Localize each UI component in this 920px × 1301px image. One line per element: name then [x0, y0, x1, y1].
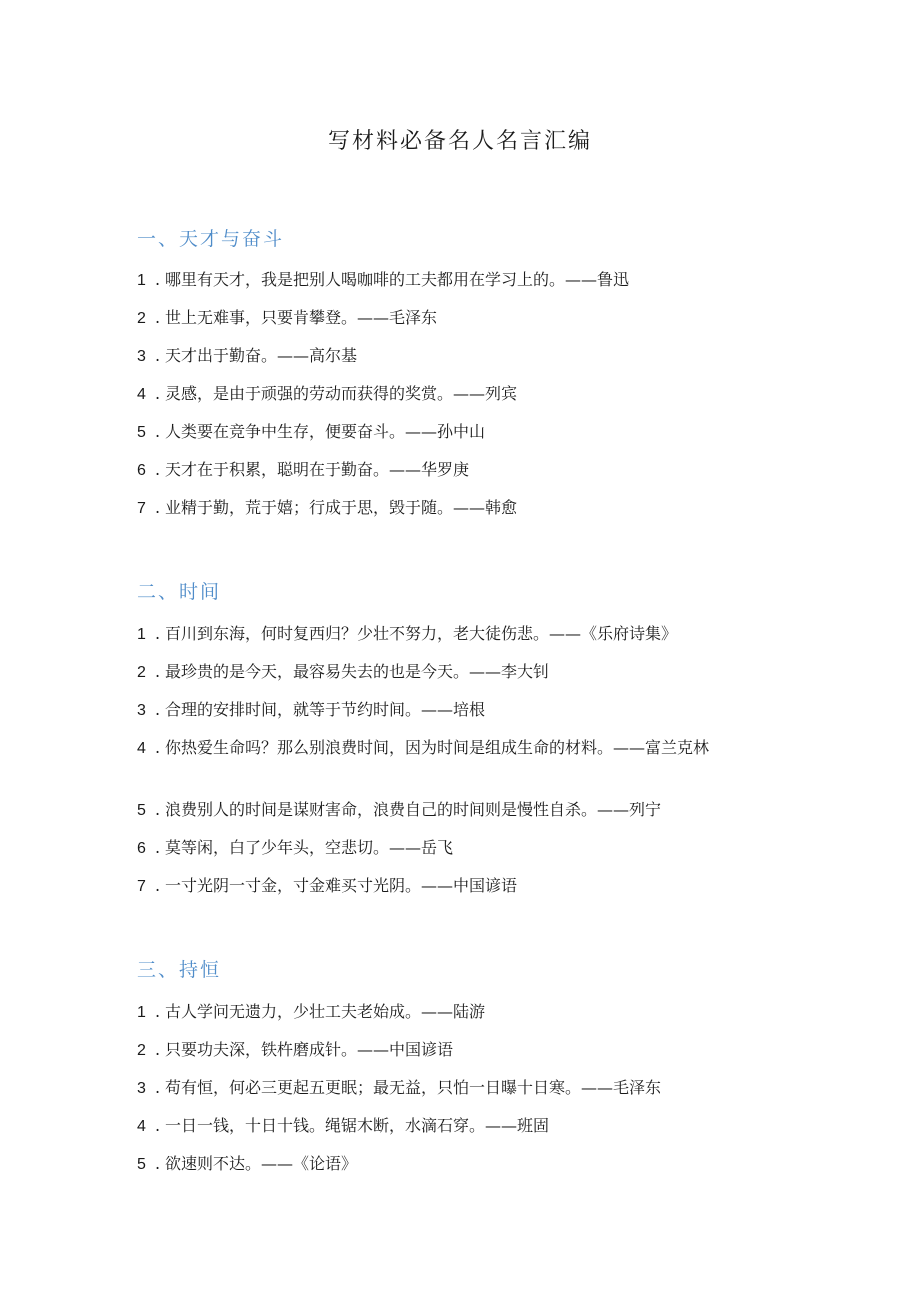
quote-number: 6 [137, 840, 146, 857]
quote-item: 2 . 世上无难事，只要肯攀登。——毛泽东 [137, 306, 787, 331]
quote-number: 6 [137, 462, 146, 479]
quote-item: 3 . 天才出于勤奋。——高尔基 [137, 344, 787, 369]
quote-item: 5 . 人类要在竞争中生存，便要奋斗。——孙中山 [137, 420, 787, 445]
quote-number: 4 [137, 386, 146, 403]
quote-item: 5 . 欲速则不达。——《论语》 [137, 1152, 787, 1177]
quote-number: 7 [137, 500, 146, 517]
quote-item: 6 . 天才在于积累，聪明在于勤奋。——华罗庚 [137, 458, 787, 483]
quote-item: 7 . 业精于勤，荒于嬉；行成于思，毁于随。——韩愈 [137, 496, 787, 521]
quote-item: 4 . 灵感，是由于顽强的劳动而获得的奖赏。——列宾 [137, 382, 787, 407]
quote-text: 苟有恒，何必三更起五更眠；最无益，只怕一日曝十日寒。——毛泽东 [165, 1078, 662, 1097]
quote-number: 2 [137, 1042, 146, 1059]
quote-number: 5 [137, 1156, 146, 1173]
quote-text: 业精于勤，荒于嬉；行成于思，毁于随。——韩愈 [165, 498, 518, 517]
quote-text: 古人学问无遗力，少壮工夫老始成。——陆游 [165, 1002, 486, 1021]
quote-number: 3 [137, 348, 146, 365]
quote-number: 5 [137, 802, 146, 819]
section-heading: 三、持恒 [137, 959, 222, 981]
quote-number: 7 [137, 878, 146, 895]
quote-text: 只要功夫深，铁杵磨成针。——中国谚语 [165, 1040, 454, 1059]
quote-text: 人类要在竞争中生存，便要奋斗。——孙中山 [165, 422, 486, 441]
quote-text: 世上无难事，只要肯攀登。——毛泽东 [165, 308, 438, 327]
section-heading: 二、时间 [137, 581, 222, 603]
quote-number: 5 [137, 424, 146, 441]
quote-item: 1 . 古人学问无遗力，少壮工夫老始成。——陆游 [137, 1000, 787, 1025]
page-title: 写材料必备名人名言汇编 [327, 129, 592, 154]
quote-number: 1 [137, 626, 146, 643]
quote-text: 百川到东海，何时复西归？少壮不努力，老大徒伤悲。——《乐府诗集》 [165, 624, 678, 643]
quote-number: 1 [137, 272, 146, 289]
quote-text: 灵感，是由于顽强的劳动而获得的奖赏。——列宾 [165, 384, 518, 403]
quote-item: 2 . 最珍贵的是今天，最容易失去的也是今天。——李大钊 [137, 660, 787, 685]
quote-text: 天才出于勤奋。——高尔基 [165, 346, 358, 365]
quote-text: 一寸光阴一寸金，寸金难买寸光阴。——中国谚语 [165, 876, 518, 895]
quote-text: 一日一钱，十日十钱。绳锯木断，水滴石穿。——班固 [165, 1116, 550, 1135]
quote-number: 4 [137, 1118, 146, 1135]
quote-item: 3 . 合理的安排时间，就等于节约时间。——培根 [137, 698, 787, 723]
quote-text: 你热爱生命吗？那么别浪费时间，因为时间是组成生命的材料。——富兰克林 [165, 738, 710, 757]
quote-number: 2 [137, 664, 146, 681]
section-heading: 一、天才与奋斗 [137, 228, 285, 250]
quote-text: 莫等闲，白了少年头，空悲切。——岳飞 [165, 838, 454, 857]
quote-number: 3 [137, 702, 146, 719]
quote-text: 最珍贵的是今天，最容易失去的也是今天。——李大钊 [165, 662, 550, 681]
quote-item: 6 . 莫等闲，白了少年头，空悲切。——岳飞 [137, 836, 787, 861]
quote-item: 3 . 苟有恒，何必三更起五更眠；最无益，只怕一日曝十日寒。——毛泽东 [137, 1076, 787, 1101]
quote-item: 2 . 只要功夫深，铁杵磨成针。——中国谚语 [137, 1038, 787, 1063]
quote-number: 2 [137, 310, 146, 327]
quote-item: 1 . 哪里有天才，我是把别人喝咖啡的工夫都用在学习上的。——鲁迅 [137, 268, 787, 293]
quote-item: 1 . 百川到东海，何时复西归？少壮不努力，老大徒伤悲。——《乐府诗集》 [137, 622, 787, 647]
quote-text: 哪里有天才，我是把别人喝咖啡的工夫都用在学习上的。——鲁迅 [165, 270, 630, 289]
quote-item: 4 . 一日一钱，十日十钱。绳锯木断，水滴石穿。——班固 [137, 1114, 787, 1139]
quote-number: 4 [137, 740, 146, 757]
quote-text: 欲速则不达。——《论语》 [165, 1154, 358, 1173]
quote-item: 4 . 你热爱生命吗？那么别浪费时间，因为时间是组成生命的材料。——富兰克林 [137, 736, 787, 761]
quote-item: 7 . 一寸光阴一寸金，寸金难买寸光阴。——中国谚语 [137, 874, 787, 899]
quote-item: 5 . 浪费别人的时间是谋财害命，浪费自己的时间则是慢性自杀。——列宁 [137, 798, 787, 823]
quote-number: 1 [137, 1004, 146, 1021]
quote-text: 天才在于积累，聪明在于勤奋。——华罗庚 [165, 460, 470, 479]
quote-text: 合理的安排时间，就等于节约时间。——培根 [165, 700, 486, 719]
quote-text: 浪费别人的时间是谋财害命，浪费自己的时间则是慢性自杀。——列宁 [165, 800, 662, 819]
quote-number: 3 [137, 1080, 146, 1097]
